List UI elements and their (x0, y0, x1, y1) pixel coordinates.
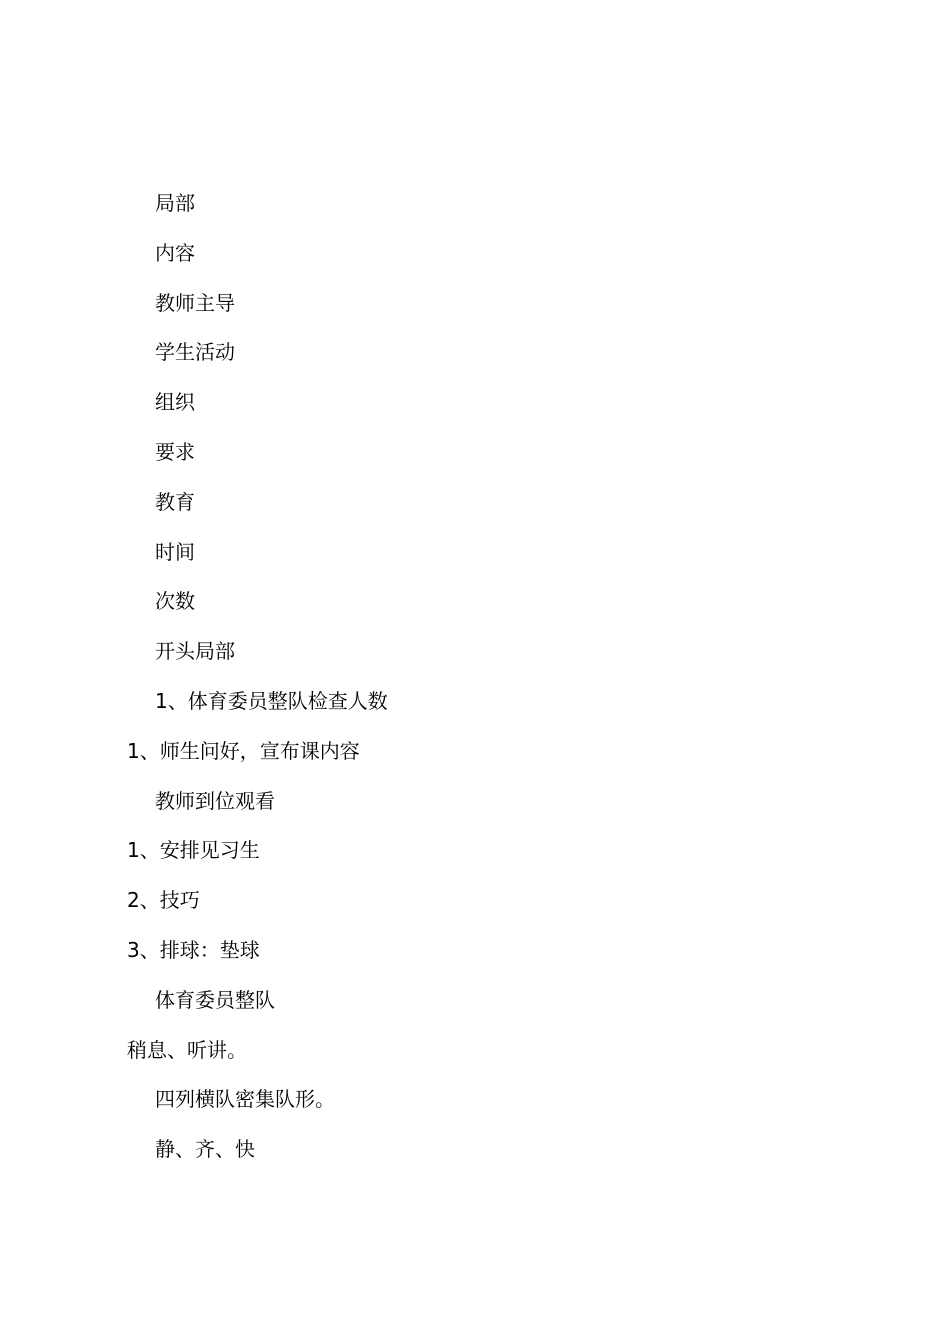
text-line: 组织 (155, 390, 195, 415)
text-line: 要求 (155, 439, 195, 464)
document-body (127, 179, 827, 1175)
text-line: 开头局部 (155, 639, 235, 664)
text-line: 教师到位观看 (155, 788, 275, 813)
text-line: 静、齐、快 (155, 1137, 255, 1162)
text-line: 次数 (155, 589, 195, 614)
text-line: 1、师生问好，宣布课内容 (127, 738, 360, 763)
text-line: 教师主导 (155, 290, 235, 315)
text-line: 内容 (155, 240, 195, 265)
text-line: 3、排球：垫球 (127, 937, 260, 962)
text-line: 2、技巧 (127, 888, 200, 913)
text-line: 体育委员整队 (155, 987, 275, 1012)
text-line: 教育 (155, 489, 195, 514)
text-line: 四列横队密集队形。 (155, 1087, 335, 1112)
text-line: 学生活动 (155, 340, 235, 365)
text-line: 稍息、听讲。 (127, 1037, 247, 1062)
text-line: 局部 (155, 191, 195, 215)
text-line: 时间 (155, 539, 195, 564)
text-line: 1、安排见习生 (127, 838, 260, 863)
text-line: 1、体育委员整队检查人数 (155, 688, 388, 713)
